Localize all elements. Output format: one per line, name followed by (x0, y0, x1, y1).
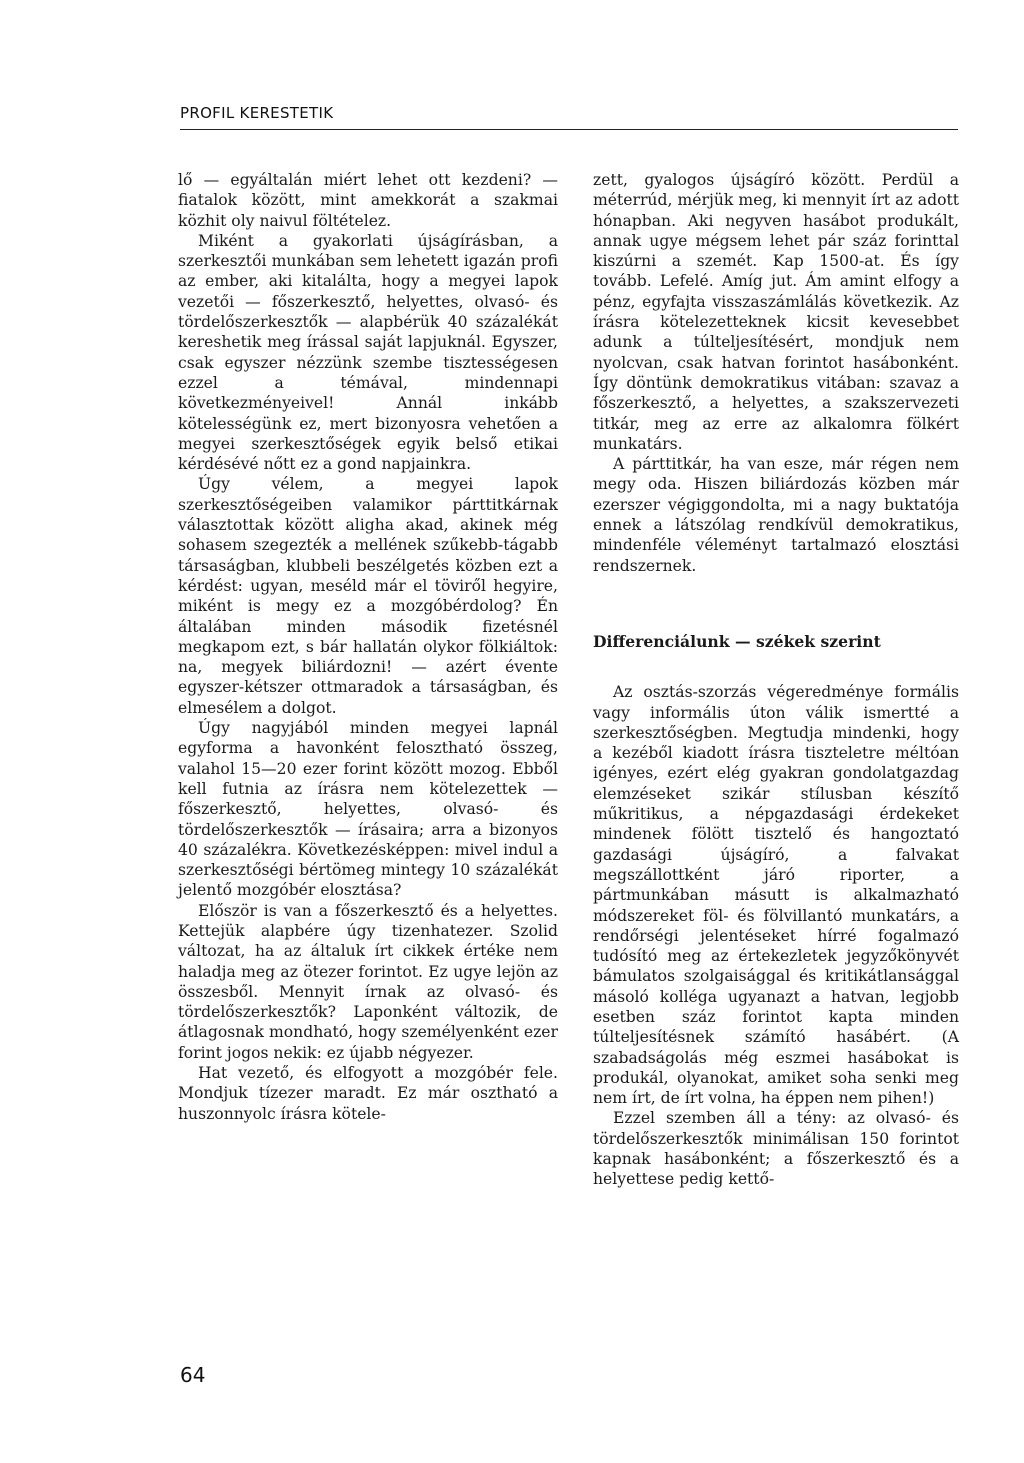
paragraph: A párttitkár, ha van esze, már régen nem megy oda. Hiszen biliárdozás közben már ezerszer végiggondolta, mi a nagy buktatója ennek a látszólag rendkívül demokratikus, mindenféle véleményt tartalmazó elosztási rendszernek. (593, 455, 959, 575)
right-column (593, 170, 959, 1190)
page-number: 64 (180, 1363, 206, 1387)
paragraph: Ezzel szemben áll a tény: az olvasó- és tördelőszerkesztők minimálisan 150 forintot kapnak hasábonként; a főszerkesztő és a helyettese pedig kettő- (593, 1109, 959, 1189)
paragraph: Hat vezető, és elfogyott a mozgóbér fele. Mondjuk tízezer maradt. Ez már osztható a huszonnyolc írásra kötele- (178, 1064, 558, 1123)
paragraph: zett, gyalogos újságíró között. Perdül a méterrúd, mérjük meg, ki mennyit írt az adott hónapban. Aki negyven hasábot produkált, annak ugye mégsem lehet pár száz forinttal kiszúrni a szemét. Kap 1500-at. És így tovább. Lefelé. Amíg jut. Ám amint elfogy a pénz, egyfajta visszaszámlálás következik. Az írásra kötelezetteknek kicsit kevesebbet adunk a túlteljesítésért, mondjuk nem nyolcvan, csak hatvan forintot hasábonként. Így döntünk demokratikus vitában: szavaz a főszerkesztő, a helyettes, a szakszervezeti titkár, meg az erre az alkalomra fölkért munkatárs. (593, 171, 959, 453)
paragraph: Úgy nagyjából minden megyei lapnál egyforma a havonként felosztható összeg, valahol 15—20 ezer forint között mozog. Ebből kell futnia az írásra nem kötelezettek — főszerkesztő, helyettes, olvasó- és tördelőszerkesztők — írásaira; arra a bizonyos 40 százalékra. Következésképpen: mivel indul a szerkesztőségi bértömeg mintegy 10 százalékát jelentő mozgóbér elosztása? (178, 719, 558, 900)
section-subheading: Differenciálunk — székek szerint (593, 631, 881, 651)
header-rule (180, 129, 958, 130)
paragraph: Az osztás-szorzás végeredménye formális vagy informális úton válik ismertté a szerkesztőségben. Megtudja mindenki, hogy a kezéből kiadott írásra tiszteletre méltóan igényes, ezért elég gyakran gondolatgazdag elemzéseket szikár stílusban készítő műkritikus, a népgazdasági érdekeket mindenek fölött tisztelő és hangoztató gazdasági újságíró, a falvakat megszállottként járó riporter, a pártmunkában másutt is alkalmazható módszereket föl- és fölvillantó munkatárs, a rendőrségi jelentéseket hírré fogalmazó tudósító meg az értekezletek jegyzőkönyvét bámulatos szolgaisággal és kritikátlansággal másoló kolléga ugyanazt a hatvan, legjobb esetben száz forintot kapta minden túlteljesítésnek számító hasábért. (A szabadságolás még eszmei hasábokat is produkál, olyanokat, amiket soha senki meg nem írt, de írt volna, ha éppen nem pihen!) (593, 683, 959, 1108)
running-header: PROFIL KERESTETIK (180, 104, 334, 122)
paragraph: lő — egyáltalán miért lehet ott kezdeni? — fiatalok között, mint amekkorát a szakmai közhit oly naivul föltételez. (178, 171, 558, 230)
paragraph: Miként a gyakorlati újságírásban, a szerkesztői munkában sem lehetett igazán profi az ember, aki kitalálta, hogy a megyei lapok vezetői — főszerkesztő, helyettes, olvasó- és tördelőszerkesztők — alapbérük 40 százalékát kereshetik meg írással saját lapjuknál. Egyszer, csak egyszer nézzünk szembe tisztességesen ezzel a témával, mindennapi következményeivel! Annál inkább kötelességünk ez, mert bizonyosra vehetően a megyei szerkesztőségek egyik belső etikai kérdésévé nőtt ez a gond napjainkra. (178, 231, 558, 474)
paragraph: Először is van a főszerkesztő és a helyettes. Kettejük alapbére úgy tizenhatezer. Szolid változat, ha az általuk írt cikkek értéke nem haladja meg az ötezer forintot. Ez ugye lejön az összesből. Mennyit írnak az olvasó- és tördelőszerkesztők? Laponként változik, de átlagosnak mondható, hogy személyenként ezer forint jogos nekik: ez újabb négyezer. (178, 901, 558, 1062)
paragraph: Úgy vélem, a megyei lapok szerkesztőségeiben valamikor párttitkárnak választottak között aligha akad, akinek még sohasem szegezték a mellének szűkebb-tágabb társaságban, klubbeli beszélgetés közben ezt a kérdést: ugyan, meséld már el töviről hegyire, miként is megy ez a mozgóbérdolog? Én általában minden második fizetésnél megkapom ezt, s bár hallatán olykor fölkiáltok: na, megyek biliárdozni! — azért évente egyszer-kétszer ottmaradok a társaságban, és elmesélem a dolgot. (178, 475, 558, 717)
left-column (178, 170, 558, 1124)
